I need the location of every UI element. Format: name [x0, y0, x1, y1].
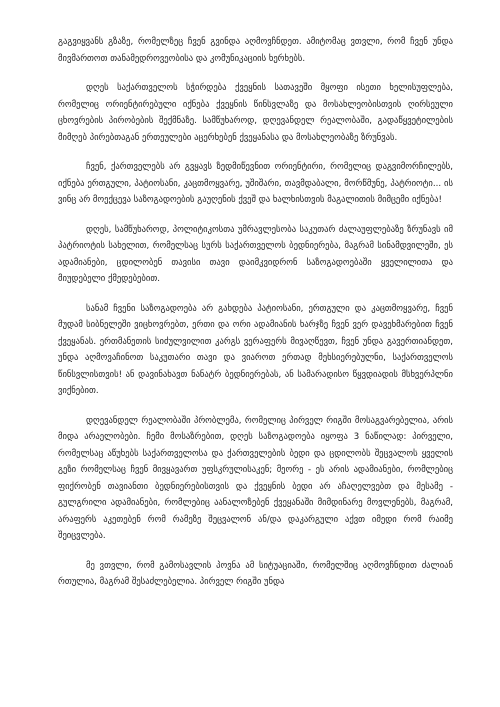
paragraph-7: მე ვთვლი, რომ გამოსავლის პოვნა ამ სიტუაციაში, რომელშიც აღმოვჩნდით ძალიან რთულია, მაგრამ შესაძლებელია. პირველ რიგში უნდა	[58, 560, 453, 587]
document-page	[58, 34, 453, 591]
paragraph-6: დღევანდელ რეალობაში პრობლემა, რომელიც პირველ რიგში მოსაგვარებელია, არის მიდა არაელობები. ჩემი მოსაზრებით, დღეს საზოგადოება იყოფა 3 ნაწილად: პირველი, რომელსაც აწუხებს საქართველოსა და ქართველების ბედი და ცდილობს შეცვალოს ყველის გეზი რომელსაც ჩვენ მივყავართ უფსკრულისაკენ; მეორე - ეს არის ადამიანები, რომლებიც ფიქრობენ თავიანთი ბედნიერებისთვის და ქვეყნის ბედი არ აჩაღელვებთ და მესამე - გულგრილი ადამიანები, რომლებიც აანალოზებენ ქვეყანაში მიმდინარე მოვლენებს, მაგრამ, არაფერს აკეთებენ რომ რამეზე შეცვალონ ან/და დაკარგული აქვთ იმედი რომ რაიმე შეიცვლება.	[58, 415, 453, 541]
paragraph-4: დღეს, სამწუხაროდ, პოლიტიკოსთა უმრავლესობა საკუთარ ძალაუფლებაზე ზრუნავს იმ პატრიოტის სახელით, რომელსაც სურს საქართველოს ბედნიერება, მაგრამ სინამდვილეში, ეს ადამიანები, ცდილობენ თავისი თავი დაიმკვიდრონ საზოგადოებაში ყველილითა და მიუდებელი ქმედებებით.	[58, 224, 453, 284]
paragraph-2: დღეს საქართველოს სჭირდება ქვეყნის სათავეში მყოფი ისეთი ხელისუფლება, რომელიც ორიენტირებული იქნება ქვეყნის წინსვლაზე და მოსახლეობისთვის ღირსეული ცხოვრების პირობების შექმნაზე. სამწუხაროდ, დღევანდელ რეალობაში, გადაწყვეტილების მიმღებ პირებთაგან ერთეულები აცერხებენ ქვეყანასა და მოსახლეობაზე ზრუნვას.	[58, 83, 453, 143]
paragraph-3: ჩვენ, ქართველებს არ გვყავს ზედმიწევნით ორიენტირი, რომელიც დაგვიმორჩილებს, იქნება ერთგული, პატიოსანი, კაცთმოყვარე, უშიშარი, თავმდაბალი, მორწმუნე, პატრიოტი... ის ვინც არ მოექცევა საზოგადოების გაუღენის ქვეშ და ხალხისთვის მაგალითის მიმცემი იქნება!	[58, 162, 453, 205]
paragraph-5: სანამ ჩვენი საზოგადოება არ გახდება პატიოსანი, ერთგული და კაცთმოყვარე, ჩვენ მუდამ სიბნელეში ვიცხოვრებთ, ერთი და ორი ადამიანის ხარჯზე ჩვენ ვერ დავეხმარებით ჩვენ ქვეყანას. ერთმანეთის სიძულვილით კარგს ვერაფერს მივაღწევთ, ჩვენ უნდა გავერთიანდეთ, უნდა აღმოვაჩინოთ საკუთარი თავი და ვიაროთ ერთად მეხსიერებულნი, საქართველოს წინსვლისთვის! ან დავინახავთ ნანატრ ბედნიერებას, ან სამარადისო წყვდიადის მსხვერპლნი ვიქნებით.	[58, 303, 453, 396]
paragraph-1: გაგვიყვანს გზაზე, რომელზეც ჩვენ გვინდა აღმოვჩნდეთ. ამიტომაც ვთვლი, რომ ჩვენ უნდა მივმართოთ თანამედროვეობისა და კომუნიკაციის ხერხებს.	[58, 37, 453, 64]
